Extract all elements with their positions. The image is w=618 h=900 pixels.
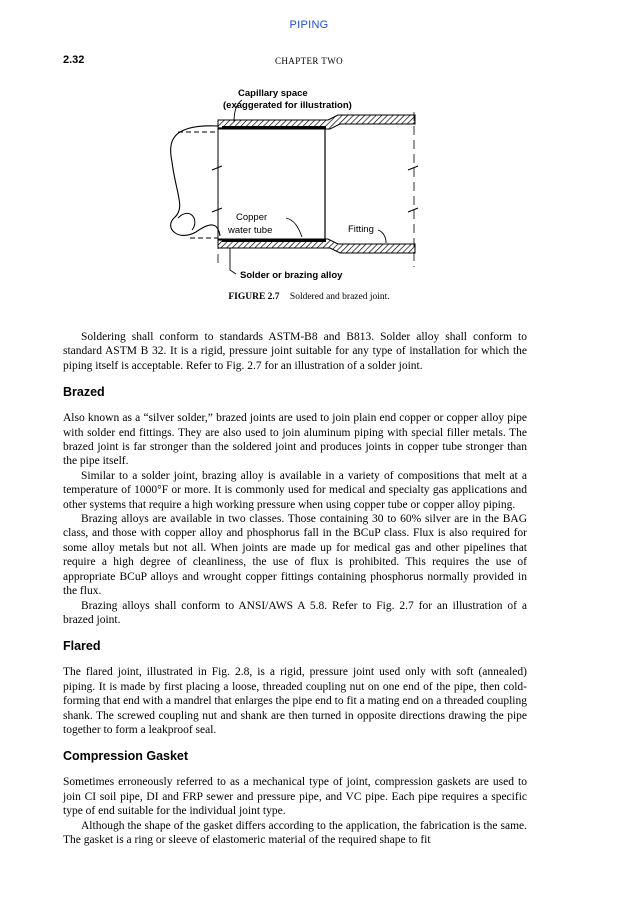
caption-text: Soldered and brazed joint. xyxy=(289,292,390,302)
tube-end-outline xyxy=(171,126,220,236)
tick-marks xyxy=(212,166,418,212)
body-text xyxy=(63,330,527,847)
caption-number: FIGURE 2.7 xyxy=(228,292,280,302)
label-capillary-2: (exaggerated for illustration) xyxy=(223,100,352,111)
label-copper-1: Copper xyxy=(236,212,268,223)
running-head: PIPING xyxy=(289,19,329,31)
leader-fitting xyxy=(378,230,386,243)
paragraph-soldering: Soldering shall conform to standards ASTM-B8 and B813. Solder alloy shall conform to standard ASTM B 32. It is a rigid, pressure joint suitable for any type of installation for which the piping itself is acceptable. Refer to Fig. 2.7 for an illustration of a solder joint. xyxy=(63,331,527,372)
chapter-title: CHAPTER TWO xyxy=(275,56,343,66)
paragraph-brazed-1: Also known as a “silver solder,” brazed joints are used to join plain end copper or copper alloy pipe with solder end fittings. They are also used to join aluminum piping with special filler metals. The brazed joint is far stronger than the soldered joint and produces joints in copper tube stronger than the pipe itself. xyxy=(63,412,527,468)
figure-caption xyxy=(0,292,618,302)
label-copper-2: water tube xyxy=(228,225,273,236)
label-fitting: Fitting xyxy=(348,224,374,235)
page-number: 2.32 xyxy=(63,54,85,66)
heading-compression-gasket: Compression Gasket xyxy=(63,749,189,764)
solder-top xyxy=(222,126,326,129)
joint-diagram xyxy=(160,82,430,287)
label-capillary-1: Capillary space xyxy=(238,88,308,99)
heading-flared: Flared xyxy=(63,639,101,654)
paragraph-brazed-3: Brazing alloys are available in two classes. Those containing 30 to 60% silver are in the BAG class, and those with copper alloy and phosphorus fall in the BCuP class. Flux is also required for some alloy metals but not all. When joints are made up for medical gas and other pipelines that require a high degree of cleanliness, the use of flux is prohibited. This requires the use of appropriate BCuP alloys and wrought copper fittings containing phosphorus normally provided in the flux. xyxy=(63,513,527,598)
paragraph-gasket-2: Although the shape of the gasket differs according to the application, the fabrication is the same. The gasket is a ring or sleeve of elastomeric material of the required shape to fit xyxy=(63,819,527,846)
label-solder: Solder or brazing alloy xyxy=(240,270,343,281)
leader-solder xyxy=(230,248,236,274)
leader-copper xyxy=(286,218,302,237)
figure-soldered-joint xyxy=(160,82,430,287)
paragraph-brazed-2: Similar to a solder joint, brazing alloy is available in a variety of compositions that melt at a temperature of 1000°F or more. It is commonly used for medical and specialty gas applications and other systems that require a high working pressure when using copper tube or copper alloy piping. xyxy=(63,469,527,511)
paragraph-gasket-1: Sometimes erroneously referred to as a mechanical type of joint, compression gaskets are used to join CI soil pipe, DI and FRP sewer and pressure pipe, and VC pipe. Each pipe requires a specific type of end suitable for the individual joint type. xyxy=(63,776,527,818)
tube-end-loop xyxy=(178,213,195,230)
paragraph-flared-1: The flared joint, illustrated in Fig. 2.8, is a rigid, pressure joint used only with soft (annealed) piping. It is made by first placing a loose, threaded coupling nut on one end of the pipe, then cold-forming that end with a mandrel that enlarges the pipe end to fit a mating end on a threaded coupling shank. The screwed coupling nut and shank are then turned in opposite directions drawing the pipe together to form a leakproof seal. xyxy=(63,666,527,736)
solder-bottom xyxy=(222,239,326,242)
heading-brazed: Brazed xyxy=(63,385,105,400)
paragraph-brazed-4: Brazing alloys shall conform to ANSI/AWS A 5.8. Refer to Fig. 2.7 for an illustration of a brazed joint. xyxy=(63,599,527,626)
